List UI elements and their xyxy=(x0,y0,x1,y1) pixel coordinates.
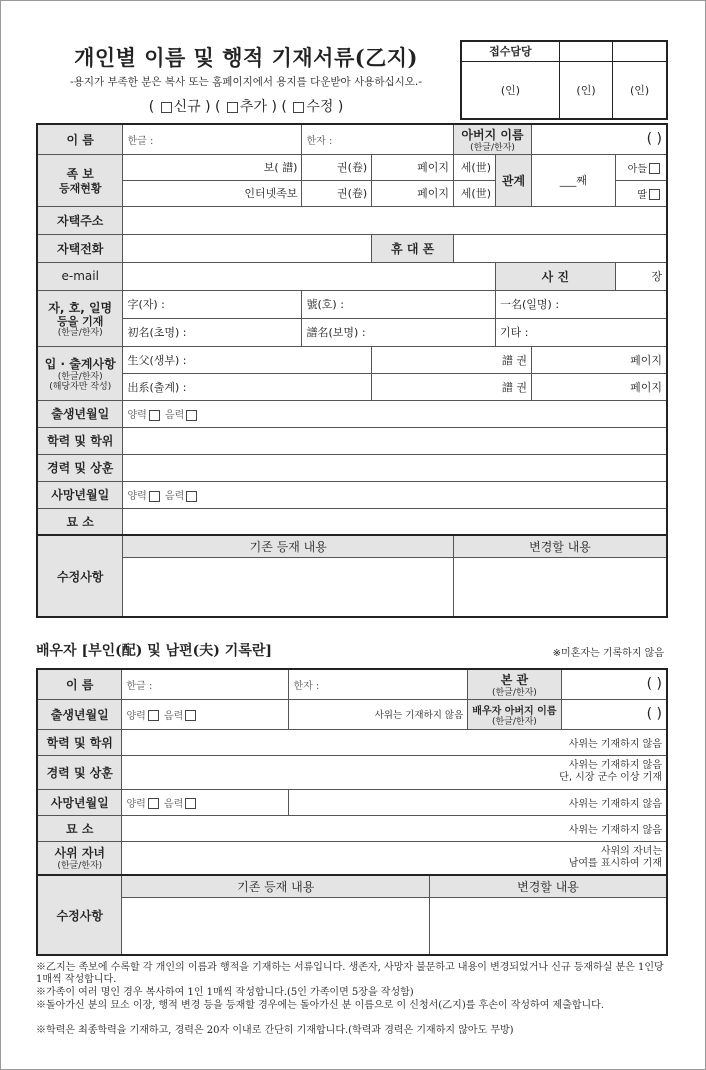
name-hangul-field[interactable]: 한글 : xyxy=(123,124,302,154)
email-field[interactable] xyxy=(123,262,496,290)
spouse-grave-field[interactable]: 사위는 기재하지 않음 xyxy=(122,815,667,841)
spouse-section-title: 배우자 [부인(配) 및 남편(夫) 기록란] xyxy=(36,643,273,659)
seal-1[interactable]: (인) xyxy=(461,61,559,119)
career-label: 경력 및 상훈 xyxy=(37,454,123,481)
spouse-death-label: 사망년월일 xyxy=(37,789,122,815)
spouse-name-label: 이 름 xyxy=(37,669,122,699)
internet-gwon-field[interactable]: 권(卷) xyxy=(302,180,372,206)
chomyeong-field[interactable]: 初名(초명) : xyxy=(123,318,302,346)
type-new-label: 신규 xyxy=(173,99,201,115)
grave-label: 묘 소 xyxy=(37,508,123,535)
genealogy-bo-field[interactable]: 보( 譜) xyxy=(123,154,302,180)
spouse-name-hangul[interactable]: 한글 : xyxy=(122,669,289,699)
form-subtitle: -용지가 부족한 분은 복사 또는 홈페이지에서 용지를 다운받아 사용하십시오.- xyxy=(69,76,423,88)
spouse-name-hanja[interactable]: 한자 : xyxy=(289,669,468,699)
checkbox-son[interactable] xyxy=(649,163,660,174)
receipt-stamp-box xyxy=(460,40,668,120)
son-option[interactable]: 아들 xyxy=(615,154,667,180)
internet-genealogy-field[interactable]: 인터넷족보 xyxy=(123,180,302,206)
phone-field[interactable] xyxy=(123,234,372,262)
existing-content-header: 기존 등재 내용 xyxy=(123,535,454,557)
type-edit-label: 수정 xyxy=(306,99,334,115)
photo-count-field[interactable]: 장 xyxy=(615,262,667,290)
education-label: 학력 및 학위 xyxy=(37,427,123,454)
birth-label: 출생년월일 xyxy=(37,400,123,427)
ilmyeong-field[interactable]: 一名(일명) : xyxy=(496,290,668,318)
seal-3[interactable]: (인) xyxy=(613,61,667,119)
spouse-education-field[interactable]: 사위는 기재하지 않음 xyxy=(122,729,667,755)
grave-field[interactable] xyxy=(123,508,667,535)
checkbox-daughter[interactable] xyxy=(649,189,660,200)
spouse-grave-label: 묘 소 xyxy=(37,815,122,841)
spouse-education-label: 학력 및 학위 xyxy=(37,729,122,755)
email-label: e-mail xyxy=(37,262,123,290)
spouse-change-field[interactable] xyxy=(430,897,667,955)
gita-field[interactable]: 기타 : xyxy=(496,318,668,346)
photo-label: 사 진 xyxy=(496,262,616,290)
adoption-label: 입 · 출계사항 (한글/한자) (해당자만 작성) xyxy=(37,346,123,400)
mobile-field[interactable] xyxy=(454,234,667,262)
spouse-death-note: 사위는 기재하지 않음 xyxy=(289,789,667,815)
checkbox-spouse-birth-lunar[interactable] xyxy=(185,710,196,721)
name-label: 이 름 xyxy=(37,124,123,154)
outgoing-page[interactable]: 페이지 xyxy=(531,373,667,400)
education-field[interactable] xyxy=(123,427,667,454)
checkbox-new[interactable] xyxy=(161,102,172,113)
birth-father-page[interactable]: 페이지 xyxy=(531,346,667,373)
birth-field[interactable]: 양력 음력 xyxy=(123,400,667,427)
address-field[interactable] xyxy=(123,206,667,234)
address-label: 자택주소 xyxy=(37,206,123,234)
receipt-label: 접수담당 xyxy=(461,41,559,61)
spouse-career-label: 경력 및 상훈 xyxy=(37,755,122,789)
checkbox-death-lunar[interactable] xyxy=(186,491,197,502)
checkbox-birth-lunar[interactable] xyxy=(186,410,197,421)
note-3: ※돌아가신 분의 묘소 이장, 행적 변경 등을 등재할 경우에는 돌아가신 분 이름으로 이 신청서(乙지)를 후손이 작성하여 제출합니다. xyxy=(36,1000,605,1011)
bomyeong-field[interactable]: 譜名(보명) : xyxy=(302,318,496,346)
checkbox-birth-solar[interactable] xyxy=(149,410,160,421)
father-name-field[interactable]: ( ) xyxy=(531,124,667,154)
spouse-birth-field[interactable]: 양력 음력 xyxy=(122,699,289,729)
relation-label: 관계 xyxy=(496,154,532,206)
existing-content-field[interactable] xyxy=(123,557,454,617)
change-content-field[interactable] xyxy=(454,557,667,617)
spouse-change-header: 변경할 내용 xyxy=(430,875,667,897)
genealogy-page-field[interactable]: 페이지 xyxy=(372,154,454,180)
form-type-selector: ( 신규 ) ( 추가 ) ( 수정 ) xyxy=(148,99,344,115)
spouse-section-note: ※미혼자는 기록하지 않음 xyxy=(552,648,664,659)
checkbox-spouse-birth-solar[interactable] xyxy=(148,710,159,721)
checkbox-spouse-death-lunar[interactable] xyxy=(185,798,196,809)
note-4: ※학력은 최종학력을 기재하고, 경력은 20자 이내로 간단히 기재합니다.(학력과 경력은 기재하지 않아도 무방) xyxy=(36,1025,514,1036)
genealogy-label: 족 보 등재현황 xyxy=(37,154,123,206)
spouse-birth-label: 출생년월일 xyxy=(37,699,122,729)
checkbox-spouse-death-solar[interactable] xyxy=(148,798,159,809)
seal-2[interactable]: (인) xyxy=(559,61,612,119)
spouse-form-table xyxy=(36,668,668,956)
outgoing-field[interactable]: 出系(출계) : xyxy=(123,373,372,400)
ho-field[interactable]: 號(호) : xyxy=(302,290,496,318)
note-1: ※乙지는 족보에 수록할 각 개인의 이름과 행적을 기재하는 서류입니다. 생존자, 사망자 불문하고 내용이 변경되었거나 신규 등재하실 분은 1인당 1매씩 작성합니다. xyxy=(36,962,664,985)
spouse-existing-header: 기존 등재 내용 xyxy=(122,875,430,897)
checkbox-death-solar[interactable] xyxy=(149,491,160,502)
birth-father-field[interactable]: 生父(생부) : xyxy=(123,346,372,373)
genealogy-gwon-field[interactable]: 권(卷) xyxy=(302,154,372,180)
spouse-existing-field[interactable] xyxy=(122,897,430,955)
spouse-career-field[interactable]: 사위는 기재하지 않음 단, 시장 군수 이상 기재 xyxy=(122,755,667,789)
outgoing-genealogy[interactable]: 譜 권 xyxy=(372,373,532,400)
bongwan-field[interactable]: ( ) xyxy=(561,669,667,699)
checkbox-add[interactable] xyxy=(227,102,238,113)
genealogy-se-field[interactable]: 세(世) xyxy=(454,154,496,180)
son-in-law-birth-note: 사위는 기재하지 않음 xyxy=(289,699,468,729)
change-content-header: 변경할 내용 xyxy=(454,535,667,557)
personal-form-table xyxy=(36,123,668,618)
name-hanja-field[interactable]: 한자 : xyxy=(302,124,454,154)
form-title: 개인별 이름 및 행적 기재서류(乙지) xyxy=(74,45,418,70)
phone-label: 자택전화 xyxy=(37,234,123,262)
note-2: ※가족이 여러 명인 경우 복사하여 1인 1매씩 작성합니다.(5인 가족이면 5장을 작성함) xyxy=(36,987,414,998)
alias-label: 자, 호, 일명 등을 기재 (한글/한자) xyxy=(37,290,123,346)
spouse-death-field[interactable]: 양력 음력 xyxy=(122,789,289,815)
daughter-option[interactable]: 딸 xyxy=(615,180,667,206)
checkbox-edit[interactable] xyxy=(293,102,304,113)
spouse-edit-label: 수정사항 xyxy=(37,875,122,955)
relation-order-field[interactable]: ___째 xyxy=(531,154,615,206)
son-in-law-children-field[interactable]: 사위의 자녀는 남여를 표시하여 기재 xyxy=(122,841,667,875)
internet-se-field[interactable]: 세(世) xyxy=(454,180,496,206)
birth-father-genealogy[interactable]: 譜 권 xyxy=(372,346,532,373)
ja-field[interactable]: 字(자) : xyxy=(123,290,302,318)
career-field[interactable] xyxy=(123,454,667,481)
death-label: 사망년월일 xyxy=(37,481,123,508)
mobile-label: 휴 대 폰 xyxy=(372,234,454,262)
bongwan-label: 본 관 (한글/한자) xyxy=(468,669,561,699)
spouse-father-field[interactable]: ( ) xyxy=(561,699,667,729)
spouse-father-label: 배우자 아버지 이름 (한글/한자) xyxy=(468,699,561,729)
internet-page-field[interactable]: 페이지 xyxy=(372,180,454,206)
death-field[interactable]: 양력 음력 xyxy=(123,481,667,508)
type-add-label: 추가 xyxy=(239,99,268,115)
son-in-law-children-label: 사위 자녀 (한글/한자) xyxy=(37,841,122,875)
father-name-label: 아버지 이름 (한글/한자) xyxy=(454,124,532,154)
edit-label: 수정사항 xyxy=(37,535,123,617)
